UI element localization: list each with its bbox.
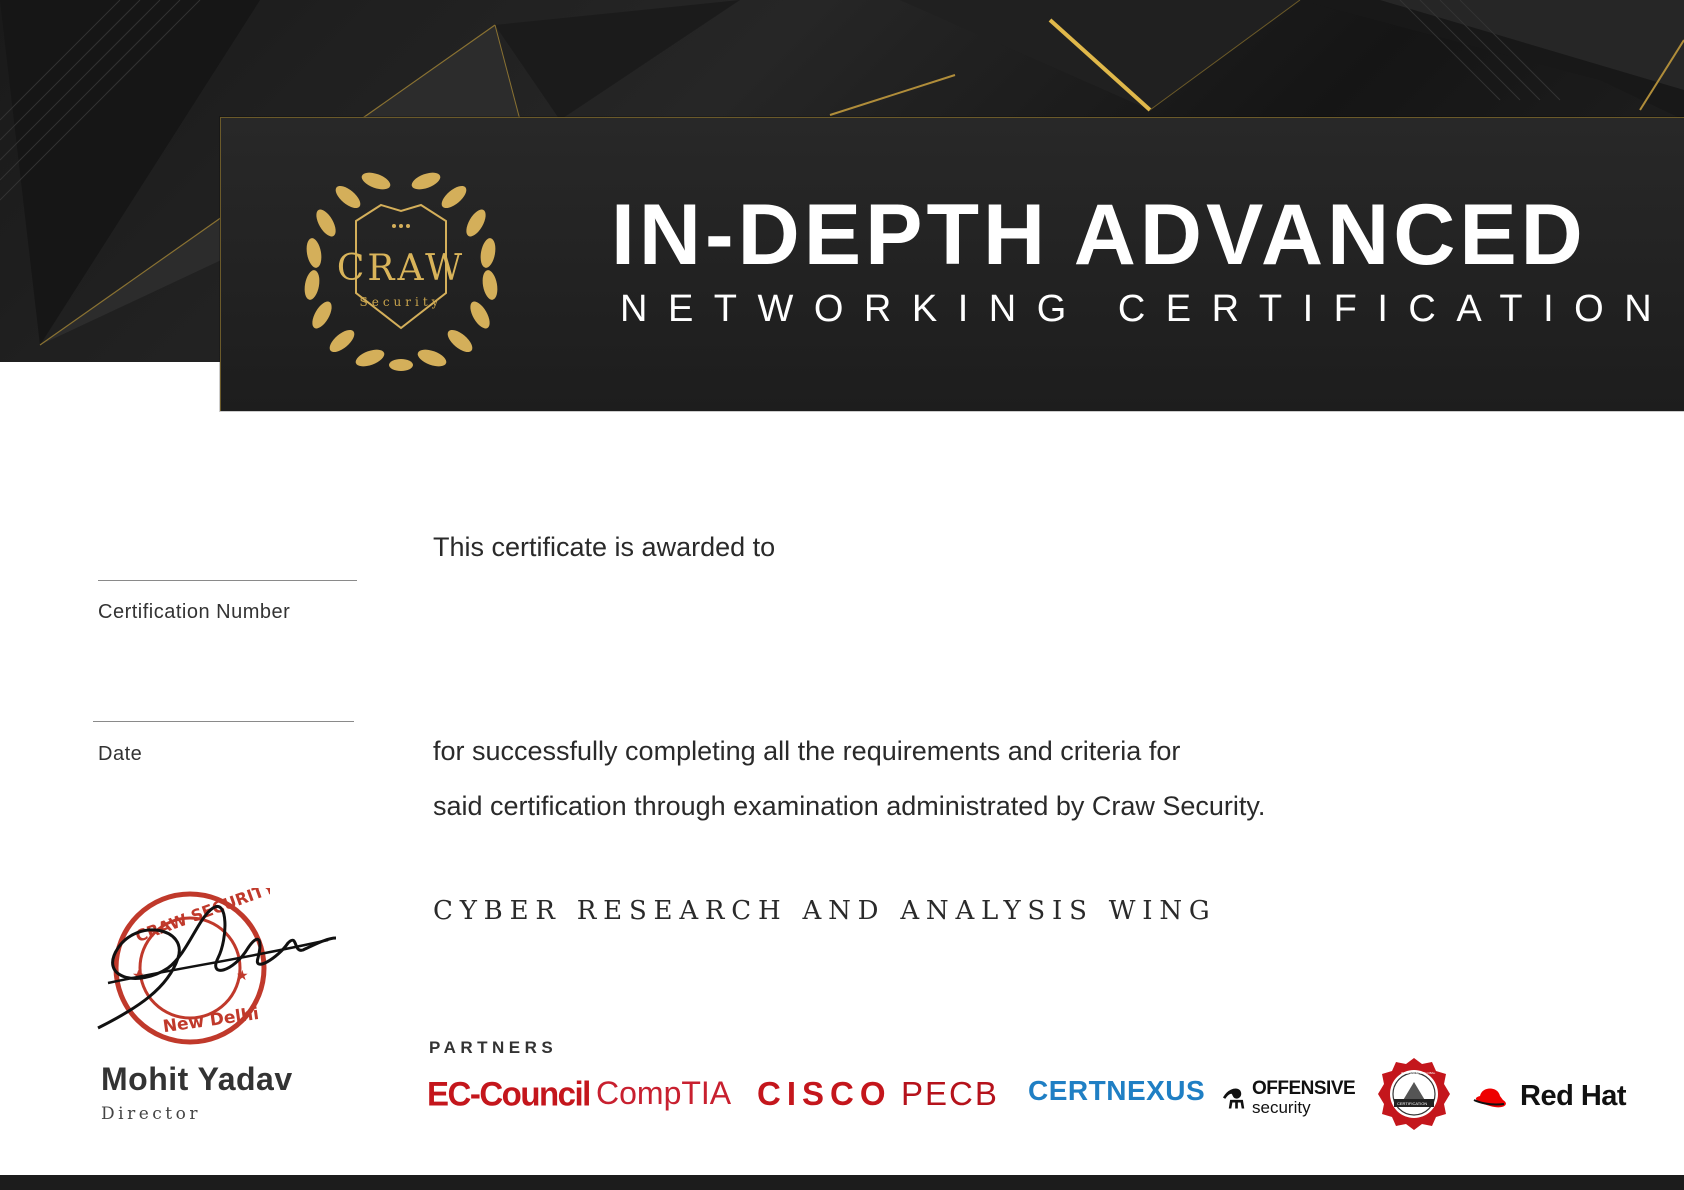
date-line xyxy=(93,721,354,722)
partner-offensive-security xyxy=(1222,1078,1358,1118)
signer-name: Mohit Yadav xyxy=(101,1061,293,1097)
signature-icon xyxy=(78,878,338,1048)
badge-top-text: INDEPENDENT GLOBAL xyxy=(1401,1071,1436,1075)
partner-certification-badge xyxy=(1376,1056,1452,1132)
partner-pecb: PECB xyxy=(901,1075,999,1112)
date-label: Date xyxy=(98,743,143,765)
craw-logo xyxy=(286,153,516,383)
awarded-to-text: This certificate is awarded to xyxy=(433,532,776,562)
certificate-title: IN-DEPTH ADVANCED xyxy=(611,187,1587,283)
wing-name: CYBER RESEARCH AND ANALYSIS WING xyxy=(433,896,1217,926)
logo-name: CRAW xyxy=(336,248,466,289)
svg-text:CRAW SECURITY: CRAW SECURITY xyxy=(132,888,270,946)
security-text: security xyxy=(1252,1098,1311,1117)
cert-number-label: Certification Number xyxy=(98,601,291,623)
partner-cisco: CISCO xyxy=(757,1075,892,1112)
official-seal xyxy=(110,888,270,1048)
flask-icon: ⚗ xyxy=(1222,1084,1246,1114)
title-banner xyxy=(220,117,1684,411)
svg-text:★: ★ xyxy=(132,967,145,983)
bottom-bar xyxy=(0,1175,1684,1190)
partner-certnexus: CERTNEXUS xyxy=(1028,1075,1206,1106)
svg-text:New Delhi: New Delhi xyxy=(161,1003,261,1038)
completion-text-line-1: for successfully completing all the requirements and criteria for xyxy=(433,736,1181,766)
logo-subtitle: Security xyxy=(359,295,443,309)
partner-red-hat xyxy=(1470,1078,1640,1118)
partner-ec-council: EC-Council xyxy=(427,1074,590,1113)
completion-text-line-2: said certification through examination administrated by Craw Security. xyxy=(433,791,1266,821)
offensive-text: OFFENSIVE xyxy=(1252,1078,1356,1099)
signer-role: Director xyxy=(101,1104,201,1124)
red-hat-text: Red Hat xyxy=(1520,1080,1627,1112)
badge-icon xyxy=(1376,1056,1452,1132)
svg-text:★: ★ xyxy=(236,967,249,983)
badge-bottom-text: CERTIFICATION xyxy=(1397,1101,1428,1106)
red-hat-icon xyxy=(1470,1082,1510,1112)
cert-number-line xyxy=(98,580,357,581)
partners-label: PARTNERS xyxy=(429,1038,558,1057)
partner-comptia: CompTIA xyxy=(596,1075,732,1111)
certificate-subtitle: NETWORKING CERTIFICATION xyxy=(620,288,1673,330)
